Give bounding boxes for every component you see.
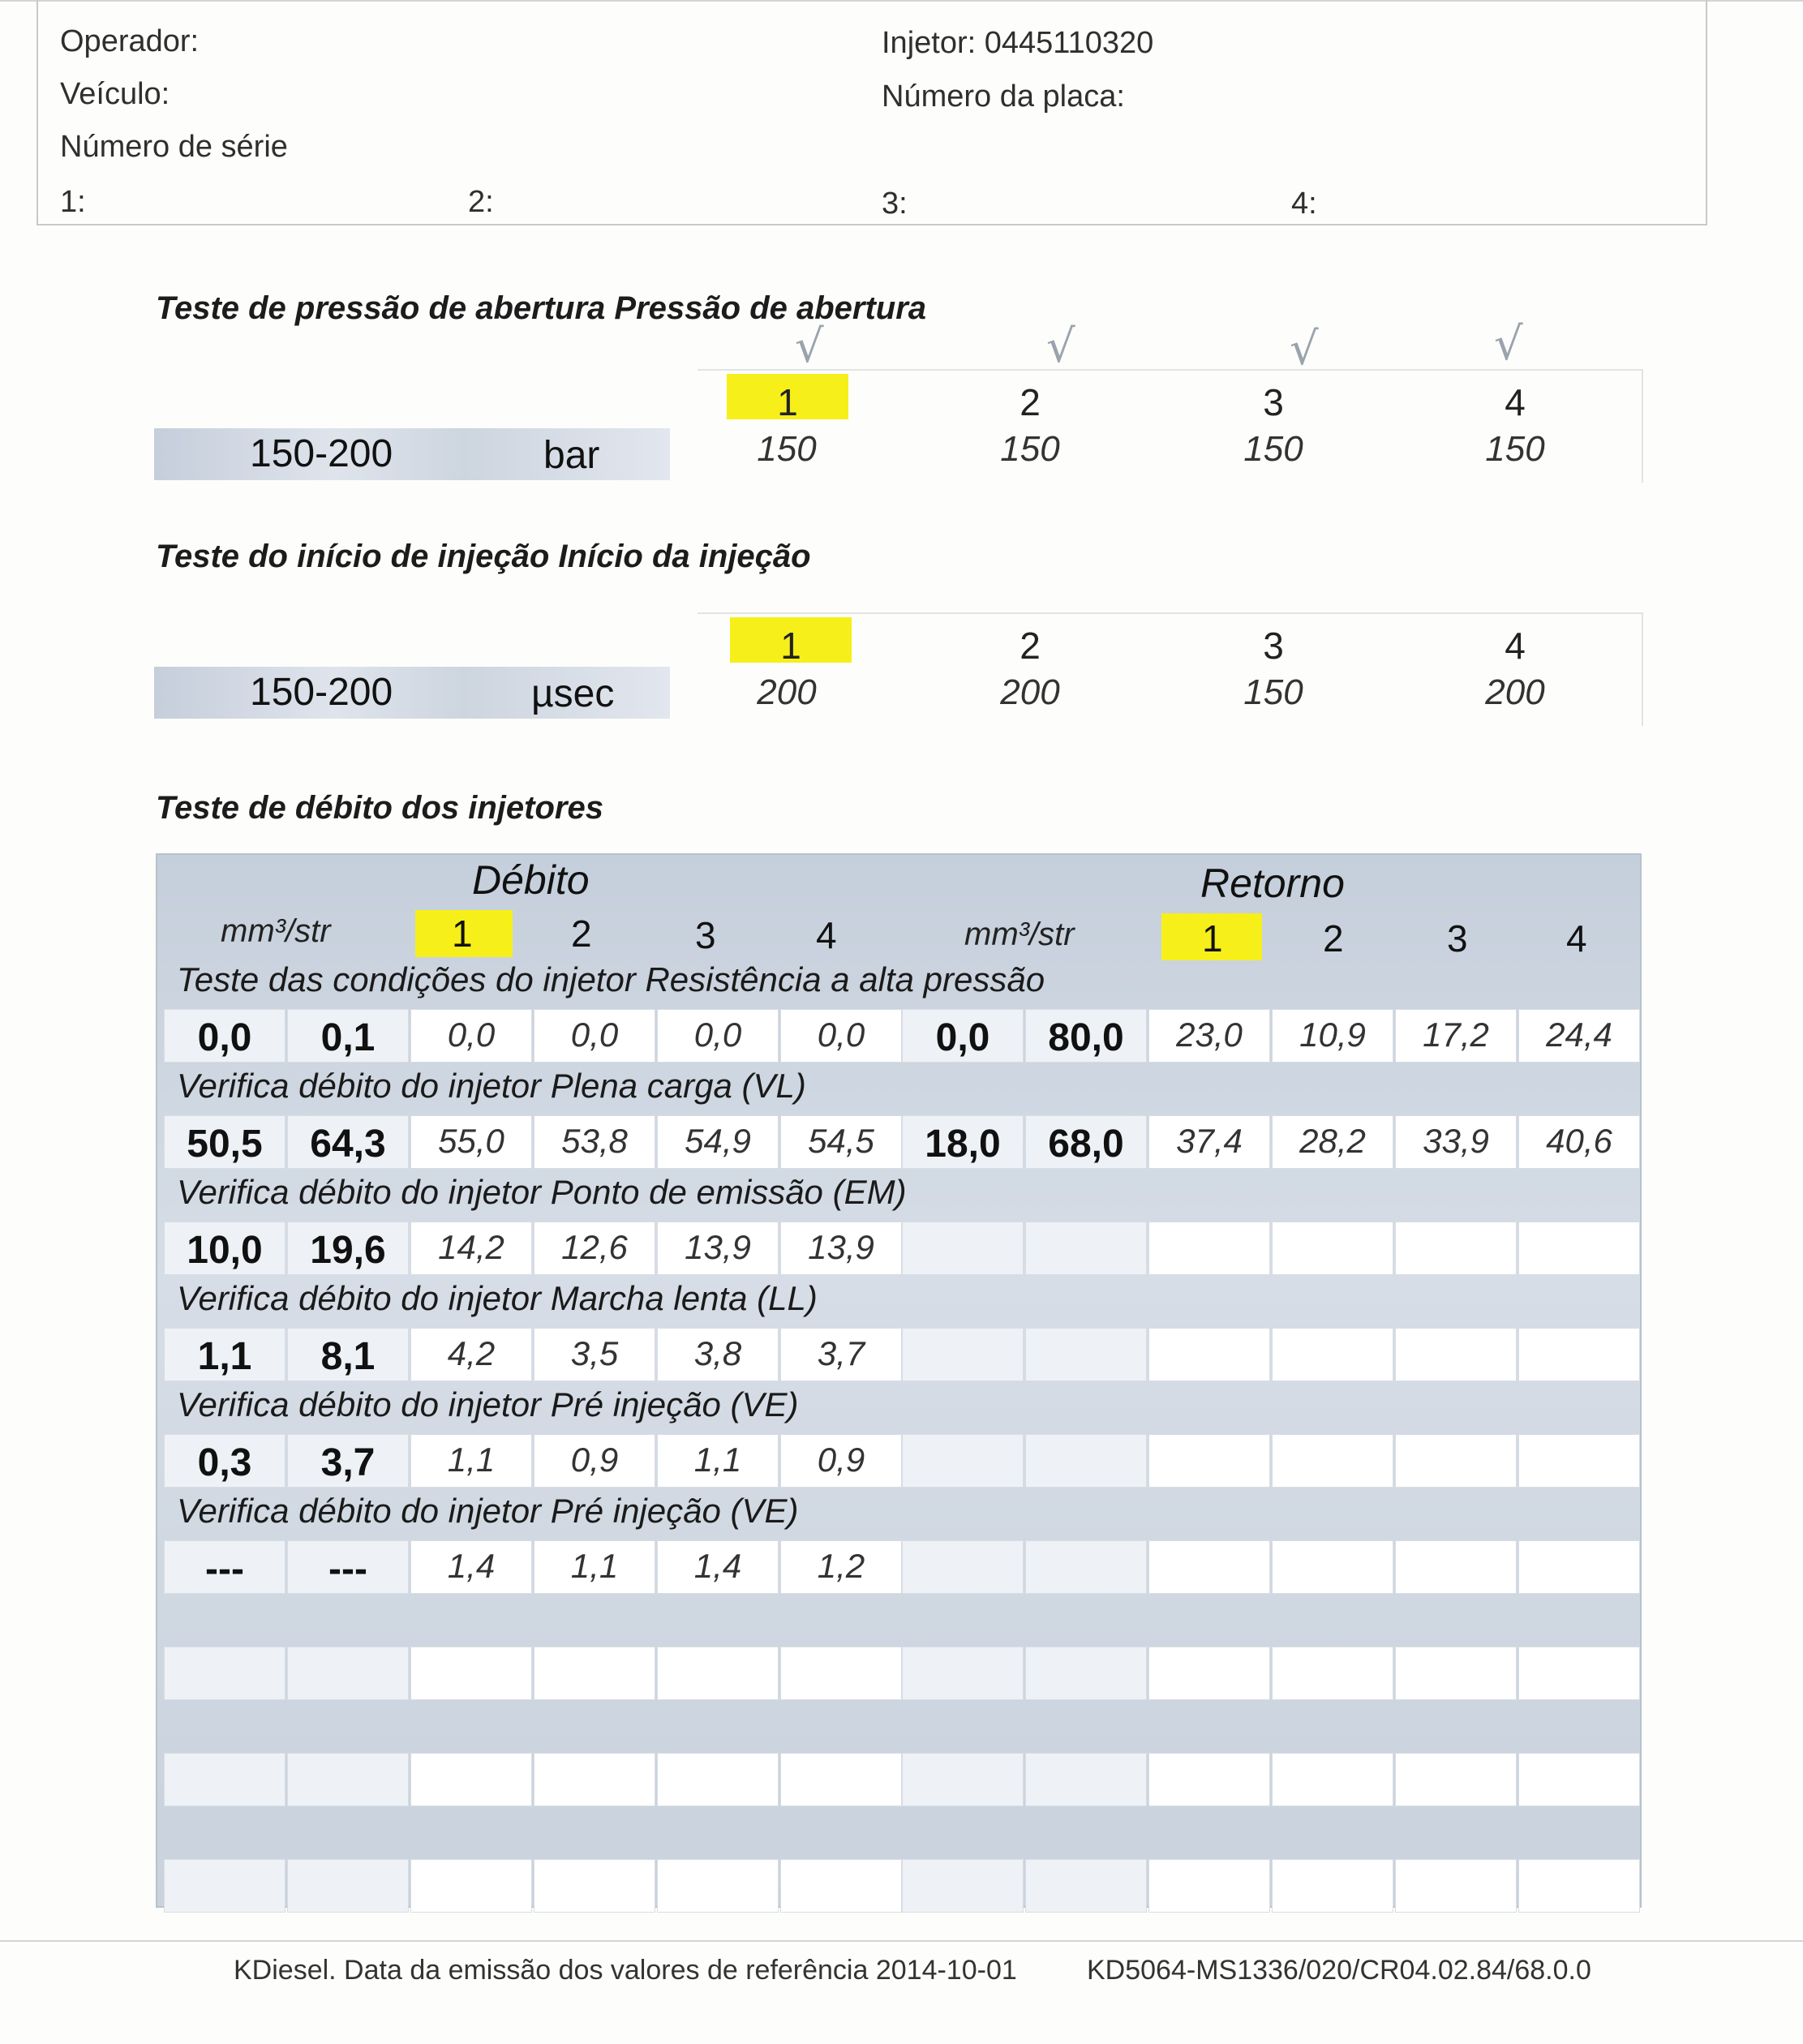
result-value: 200 bbox=[1000, 672, 1060, 712]
measured-value: 37,4 bbox=[1176, 1122, 1243, 1160]
debito-unit: mm³/str bbox=[221, 913, 331, 949]
empty-cell bbox=[534, 1859, 655, 1913]
measured-value: 3,5 bbox=[570, 1334, 619, 1372]
reference-cell bbox=[1025, 1540, 1147, 1594]
flow-row-title: Verifica débito do injetor Marcha lenta (LL) bbox=[177, 1279, 818, 1317]
reference-value: 10,0 bbox=[187, 1229, 263, 1272]
reference-cell bbox=[902, 1540, 1024, 1594]
measured-cell bbox=[1272, 1328, 1393, 1381]
measured-value: 28,2 bbox=[1299, 1122, 1366, 1160]
measured-value: 55,0 bbox=[438, 1122, 504, 1160]
reference-cell bbox=[1025, 1328, 1147, 1381]
reference-value: 0,1 bbox=[320, 1016, 376, 1059]
measured-cell bbox=[1148, 1222, 1270, 1275]
empty-cell bbox=[287, 1753, 409, 1806]
injection-start-range bbox=[154, 667, 670, 719]
measured-value: 1,1 bbox=[570, 1547, 619, 1585]
empty-cell bbox=[657, 1753, 779, 1806]
empty-cell bbox=[410, 1647, 532, 1700]
reference-value: --- bbox=[205, 1548, 244, 1591]
reference-value: 0,0 bbox=[197, 1016, 252, 1059]
empty-cell bbox=[1148, 1753, 1270, 1806]
empty-cell bbox=[780, 1859, 902, 1913]
debito-col-header: 1 bbox=[452, 912, 473, 955]
empty-cell bbox=[1025, 1859, 1147, 1913]
debito-header: Débito bbox=[472, 857, 590, 903]
measured-cell bbox=[1395, 1434, 1517, 1488]
serial-4-label: 4: bbox=[1291, 187, 1317, 221]
column-header: 3 bbox=[1263, 381, 1284, 423]
empty-cell bbox=[657, 1859, 779, 1913]
reference-cell bbox=[1025, 1434, 1147, 1488]
empty-cell bbox=[780, 1647, 902, 1700]
flow-row-title: Verifica débito do injetor Plena carga (VL) bbox=[177, 1067, 806, 1105]
range-value: 150-200 bbox=[250, 432, 393, 475]
measured-cell bbox=[1518, 1328, 1640, 1381]
flow-test-title: Teste de débito dos injetores bbox=[156, 790, 603, 826]
measured-value: 33,9 bbox=[1423, 1122, 1489, 1160]
measured-value: 10,9 bbox=[1299, 1016, 1366, 1054]
column-header: 2 bbox=[1020, 381, 1041, 423]
result-value: 150 bbox=[1243, 429, 1303, 469]
empty-cell bbox=[1518, 1859, 1640, 1913]
empty-cell bbox=[164, 1859, 285, 1913]
injection-start-title: Teste do início de injeção Início da injeção bbox=[156, 539, 811, 574]
operator-label: Operador: bbox=[60, 24, 200, 58]
check-mark-icon: √ bbox=[795, 320, 824, 373]
empty-cell bbox=[1518, 1647, 1640, 1700]
injection-start-results bbox=[698, 612, 1643, 726]
empty-cell bbox=[410, 1753, 532, 1806]
empty-cell bbox=[1025, 1647, 1147, 1700]
empty-cell bbox=[1148, 1647, 1270, 1700]
result-value: 150 bbox=[1243, 672, 1303, 712]
check-mark-icon: √ bbox=[1290, 323, 1319, 376]
measured-cell bbox=[1518, 1540, 1640, 1594]
empty-cell bbox=[1518, 1753, 1640, 1806]
empty-cell bbox=[1025, 1753, 1147, 1806]
plate-label: Número da placa: bbox=[882, 79, 1125, 114]
flow-row-title: Verifica débito do injetor Pré injeção (VE) bbox=[177, 1492, 799, 1530]
empty-cell bbox=[780, 1753, 902, 1806]
serial-2-label: 2: bbox=[468, 185, 494, 219]
retorno-col-header: 1 bbox=[1202, 917, 1223, 960]
reference-value: 64,3 bbox=[310, 1123, 386, 1166]
empty-cell bbox=[287, 1647, 409, 1700]
reference-value: 8,1 bbox=[320, 1335, 376, 1378]
measured-cell bbox=[1518, 1222, 1640, 1275]
range-unit: µsec bbox=[531, 672, 615, 715]
retorno-header: Retorno bbox=[1200, 861, 1345, 906]
measured-value: 12,6 bbox=[561, 1228, 628, 1266]
measured-value: 1,4 bbox=[693, 1547, 742, 1585]
measured-value: 13,9 bbox=[808, 1228, 874, 1266]
measured-value: 0,0 bbox=[817, 1016, 865, 1054]
empty-cell bbox=[1395, 1647, 1517, 1700]
reference-value: 0,3 bbox=[197, 1441, 252, 1484]
measured-cell bbox=[1148, 1328, 1270, 1381]
reference-value: 50,5 bbox=[187, 1123, 263, 1166]
measured-cell bbox=[1272, 1434, 1393, 1488]
measured-value: 3,8 bbox=[693, 1334, 742, 1372]
opening-pressure-results bbox=[698, 369, 1643, 483]
reference-cell bbox=[1025, 1222, 1147, 1275]
measured-cell bbox=[1518, 1434, 1640, 1488]
retorno-unit: mm³/str bbox=[964, 917, 1075, 952]
measured-value: 54,9 bbox=[685, 1122, 751, 1160]
empty-cell bbox=[1395, 1859, 1517, 1913]
debito-col-header: 3 bbox=[695, 914, 716, 956]
measured-value: 4,2 bbox=[447, 1334, 496, 1372]
retorno-col-header: 2 bbox=[1323, 917, 1344, 960]
reference-value: 1,1 bbox=[197, 1335, 252, 1378]
reference-value: 19,6 bbox=[310, 1229, 386, 1272]
reference-value: 80,0 bbox=[1048, 1016, 1124, 1059]
measured-value: 13,9 bbox=[685, 1228, 751, 1266]
measured-cell bbox=[1395, 1222, 1517, 1275]
empty-cell bbox=[534, 1647, 655, 1700]
result-value: 150 bbox=[1000, 429, 1060, 469]
column-header: 3 bbox=[1263, 625, 1284, 667]
empty-cell bbox=[1395, 1753, 1517, 1806]
measured-value: 0,9 bbox=[817, 1441, 865, 1479]
empty-cell bbox=[1272, 1753, 1393, 1806]
reference-value: 68,0 bbox=[1048, 1123, 1124, 1166]
empty-cell bbox=[534, 1753, 655, 1806]
measured-value: 0,0 bbox=[447, 1016, 496, 1054]
measured-value: 1,1 bbox=[693, 1441, 742, 1479]
measured-value: 0,0 bbox=[570, 1016, 619, 1054]
retorno-col-header: 3 bbox=[1447, 917, 1468, 960]
column-header: 1 bbox=[780, 625, 801, 667]
measured-value: 1,2 bbox=[817, 1547, 865, 1585]
check-mark-icon: √ bbox=[1046, 320, 1075, 373]
retorno-col-header: 4 bbox=[1566, 917, 1587, 960]
measured-cell bbox=[1148, 1540, 1270, 1594]
flow-test-table bbox=[156, 853, 1642, 1908]
flow-row-title: Verifica débito do injetor Ponto de emissão (EM) bbox=[177, 1173, 907, 1211]
measured-cell bbox=[1395, 1540, 1517, 1594]
empty-cell bbox=[657, 1647, 779, 1700]
opening-pressure-range bbox=[154, 428, 670, 480]
footer-document-code: KD5064-MS1336/020/CR04.02.84/68.0.0 bbox=[1087, 1955, 1591, 1986]
measured-value: 0,9 bbox=[570, 1441, 619, 1479]
measured-value: 17,2 bbox=[1423, 1016, 1489, 1054]
check-mark-icon: √ bbox=[1494, 318, 1523, 371]
measured-cell bbox=[1272, 1540, 1393, 1594]
range-value: 150-200 bbox=[250, 671, 393, 714]
reference-cell bbox=[902, 1222, 1024, 1275]
vehicle-label: Veículo: bbox=[60, 77, 170, 111]
opening-pressure-title: Teste de pressão de abertura Pressão de abertura bbox=[156, 290, 927, 326]
empty-cell bbox=[164, 1647, 285, 1700]
measured-value: 0,0 bbox=[693, 1016, 742, 1054]
measured-value: 3,7 bbox=[817, 1334, 865, 1372]
reference-value: 3,7 bbox=[320, 1441, 376, 1484]
reference-value: 18,0 bbox=[925, 1123, 1001, 1166]
empty-cell bbox=[902, 1647, 1024, 1700]
empty-cell bbox=[902, 1753, 1024, 1806]
header-info-box bbox=[36, 0, 1707, 225]
result-value: 150 bbox=[757, 429, 817, 469]
serial-label: Número de série bbox=[60, 130, 288, 164]
column-header: 1 bbox=[777, 381, 798, 423]
empty-cell bbox=[902, 1859, 1024, 1913]
result-value: 150 bbox=[1485, 429, 1545, 469]
result-value: 200 bbox=[1485, 672, 1545, 712]
measured-value: 1,4 bbox=[447, 1547, 496, 1585]
reference-cell bbox=[902, 1328, 1024, 1381]
measured-value: 54,5 bbox=[808, 1122, 874, 1160]
empty-cell bbox=[1148, 1859, 1270, 1913]
column-header: 4 bbox=[1505, 625, 1526, 667]
reference-value: 0,0 bbox=[935, 1016, 990, 1059]
reference-value: --- bbox=[328, 1548, 367, 1591]
result-value: 200 bbox=[757, 672, 817, 712]
measured-value: 23,0 bbox=[1176, 1016, 1243, 1054]
empty-cell bbox=[164, 1753, 285, 1806]
measured-value: 40,6 bbox=[1546, 1122, 1612, 1160]
empty-cell bbox=[1272, 1647, 1393, 1700]
range-unit: bar bbox=[543, 434, 600, 477]
column-header: 4 bbox=[1505, 381, 1526, 423]
empty-cell bbox=[410, 1859, 532, 1913]
footer-reference-date: KDiesel. Data da emissão dos valores de referência 2014-10-01 bbox=[234, 1955, 1017, 1986]
measured-value: 24,4 bbox=[1546, 1016, 1612, 1054]
flow-row-title: Verifica débito do injetor Pré injeção (VE) bbox=[177, 1385, 799, 1424]
measured-cell bbox=[1272, 1222, 1393, 1275]
serial-1-label: 1: bbox=[60, 185, 86, 219]
measured-cell bbox=[1395, 1328, 1517, 1381]
measured-value: 1,1 bbox=[447, 1441, 496, 1479]
flow-row-title: Teste das condições do injetor Resistência a alta pressão bbox=[177, 960, 1045, 998]
empty-cell bbox=[1272, 1859, 1393, 1913]
debito-col-header: 2 bbox=[571, 912, 592, 955]
empty-cell bbox=[287, 1859, 409, 1913]
measured-cell bbox=[1148, 1434, 1270, 1488]
debito-col-header: 4 bbox=[816, 914, 837, 956]
injector-label: Injetor: 0445110320 bbox=[882, 26, 1154, 60]
reference-cell bbox=[902, 1434, 1024, 1488]
measured-value: 53,8 bbox=[561, 1122, 628, 1160]
column-header: 2 bbox=[1020, 625, 1041, 667]
serial-3-label: 3: bbox=[882, 187, 908, 221]
measured-value: 14,2 bbox=[438, 1228, 504, 1266]
